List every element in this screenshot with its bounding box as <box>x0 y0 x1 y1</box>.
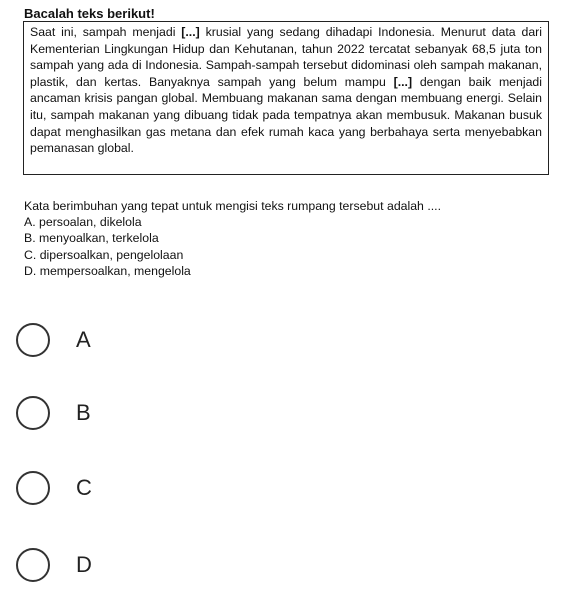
option-text-b: B. menyoalkan, terkelola <box>24 231 159 246</box>
option-text-a: A. persoalan, dikelola <box>24 215 142 230</box>
option-text-c: C. dipersoalkan, pengelolaan <box>24 247 184 262</box>
passage-text-1: Saat ini, sampah menjadi <box>30 25 182 39</box>
question-block <box>24 198 441 279</box>
choice-label-d: D <box>76 552 92 577</box>
answer-choice-d[interactable] <box>16 545 216 585</box>
radio-circle-icon[interactable] <box>16 548 50 582</box>
radio-circle-icon[interactable] <box>16 396 50 430</box>
radio-circle-icon[interactable] <box>16 471 50 505</box>
answer-choice-a[interactable] <box>16 320 216 360</box>
passage-text-3: dengan baik menjadi ancaman krisis pangan global. Membuang makanan sama dengan membuang energi. Selain itu, sampah makanan yang dibuang tidak pada tempatnya akan membusuk. Makanan busuk dapat menghasilkan gas metana dan efek rumah kaca yang berbahaya serta menyebabkan pemanasan global. <box>30 74 543 156</box>
choice-label-b: B <box>76 400 91 425</box>
passage-text-2: krusial yang sedang dihadapi Indonesia. Menurut data dari Kementerian Lingkungan Hidup dan Kehutanan, tahun 2022 tercatat sebanyak 68,5 juta ton sampah yang ada di Indonesia. Sampah-sampah tersebut didominasi oleh sampah makanan, plastik, dan kertas. Banyaknya sampah yang belum mampu <box>30 25 543 89</box>
blank-1: [...] <box>181 25 200 39</box>
passage-box <box>23 21 549 175</box>
radio-circle-icon[interactable] <box>16 323 50 357</box>
choice-label-c: C <box>76 475 92 500</box>
answer-choice-c[interactable] <box>16 468 216 508</box>
option-text-d: D. mempersoalkan, mengelola <box>24 263 191 278</box>
blank-2: [...] <box>393 74 413 89</box>
question-prompt: Kata berimbuhan yang tepat untuk mengisi teks rumpang tersebut adalah .... <box>24 199 441 213</box>
instruction-heading: Bacalah teks berikut! <box>24 6 155 21</box>
answer-choice-b[interactable] <box>16 393 216 433</box>
choice-label-a: A <box>76 327 91 352</box>
